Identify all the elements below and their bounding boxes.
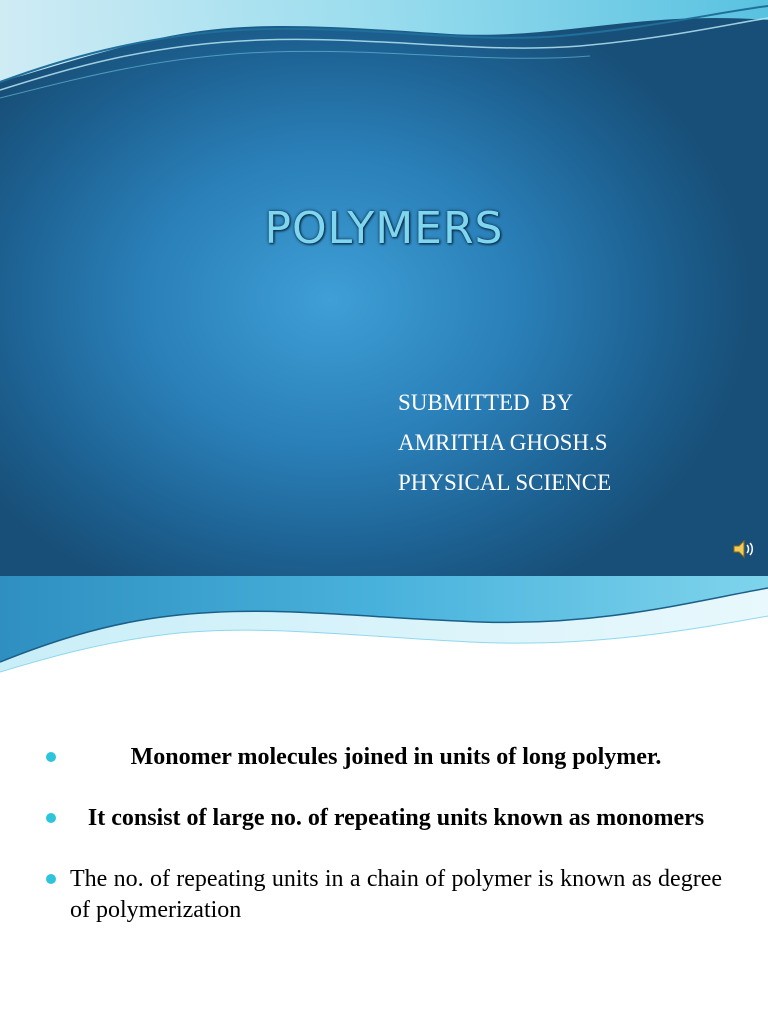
- speaker-icon[interactable]: [731, 537, 755, 561]
- bullet-list: [46, 742, 722, 926]
- subtitle-line-subject: PHYSICAL SCIENCE: [398, 470, 612, 495]
- slide2-wave-decoration: [0, 576, 768, 686]
- bullet-text: Monomer molecules joined in units of long polymer.: [130, 744, 662, 770]
- bullet-text: The no. of repeating units in a chain of polymer is known as degree of polymerization: [70, 866, 722, 923]
- subtitle-line-author: AMRITHA GHOSH.S: [398, 430, 608, 455]
- list-item: [46, 742, 722, 773]
- bullet-dot-icon: [46, 813, 56, 823]
- bullet-text: It consist of large no. of repeating units known as monomers: [87, 805, 705, 831]
- list-item: [46, 864, 722, 926]
- subtitle-line-submitted: SUBMITTED BY: [398, 390, 574, 415]
- list-item: [46, 803, 722, 834]
- bullet-dot-icon: [46, 752, 56, 762]
- bullet-dot-icon: [46, 874, 56, 884]
- subtitle-block: [398, 383, 611, 503]
- content-slide: [0, 576, 768, 1024]
- slide-title: POLYMERS: [264, 203, 504, 254]
